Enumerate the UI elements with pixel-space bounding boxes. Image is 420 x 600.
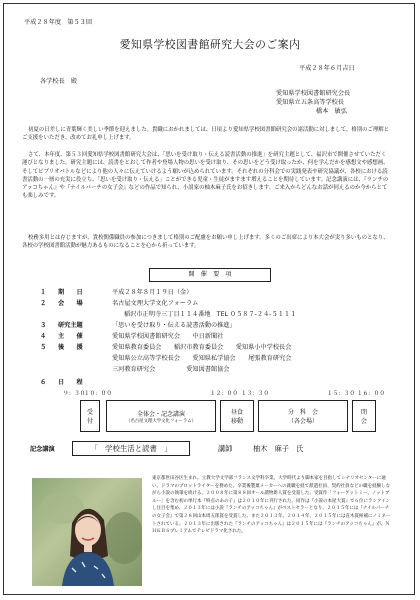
- block-line: 閉: [360, 409, 367, 416]
- item-number: ５: [40, 344, 47, 351]
- portrait-illustration: [32, 478, 142, 586]
- item-label: 会 場: [58, 300, 83, 307]
- block-line: （各会場）: [287, 418, 318, 425]
- block-line: 昼食: [230, 409, 243, 416]
- item-value: 三河教育研究会 愛知図書館協会: [112, 366, 230, 373]
- schedule-time: １５：３０: [327, 391, 355, 397]
- item-value: 愛知県学校図書館研究会 中日新聞社: [112, 333, 224, 340]
- item-value: 愛知県教育委員会 稲沢市教育委員会 愛知県小中学校長会: [112, 344, 292, 351]
- lecture-title-box: [72, 441, 190, 456]
- block-line: 全体会・記念講演: [136, 410, 185, 418]
- item-label: 主 催: [58, 333, 83, 340]
- schedule-time: １３：３０: [241, 391, 269, 397]
- lecture-label: 記念講演: [30, 446, 55, 453]
- item-label: 期 日: [58, 289, 83, 296]
- block-line: 会: [360, 418, 367, 425]
- document-title: 愛知県学校図書館研究大会のご案内: [119, 38, 301, 51]
- block-line: 分 科 会: [287, 409, 318, 416]
- item-value: 稲沢市正明寺三丁目１１４番地 TEL ０５８７-２４-５１１１: [124, 311, 297, 318]
- item-number: ６: [40, 379, 47, 386]
- schedule-time: １２：００: [210, 391, 238, 397]
- item-value: 名古屋文理大学文化フォーラム: [112, 300, 199, 307]
- year-line: 平成２８年度 第５３回: [24, 19, 93, 26]
- schedule-time: １０：００: [84, 391, 112, 397]
- lecture-title: 「 学校生活と読書 」: [90, 444, 172, 453]
- lecturer-bio: 東京都世田谷区生まれ。立教大学文学部フランス文学科卒業。大学時代より脚本家を目指してシナリオセンターに通い、ドラマのプロットライターを務めた。卒業後製菓メーカーへの就職を経て派遣社員、契約社員などの職を経験しながら小説の執筆を続ける。２００８年に第８８回オール讀物新人賞を受賞した。受賞作「フォーゲットミー、ノットブルー」を含む初の単行本『終点のあの子』は２０１０年に刊行された。同作は『小説の本屋大賞』で６位にランクインし注目を集め、２０１３年には小説『ランチのアッコちゃん』がベストセラーとなり、２０１５年には『ナイルパーチの女子会』で第２８回山本周五郎賞を受賞した。また２０１３年、２０１４年、２０１５年には直木賞候補にノミネートされている。２０１３年に出版された『ランチのアッコちゃん』は２０１５年には『ランチのアッコちゃん』が、ＮＨＫＢＳプレミアムでテレビドラマ化された。: [152, 476, 391, 535]
- lecturer-name: 柚木 麻子 氏: [253, 444, 304, 453]
- block-line: 付: [86, 418, 93, 425]
- item-label: 後 援: [58, 344, 83, 351]
- section-title-box: [149, 268, 271, 282]
- issue-date: 平成２８年６月吉日: [299, 65, 355, 72]
- item-number: ３: [40, 322, 47, 329]
- item-value: 平成２８年８月１９日（金）: [112, 289, 193, 296]
- block-note: （名古屋文理大学文化フォーラム）: [126, 418, 196, 424]
- sender-school: 愛知県立五条高等学校長: [276, 99, 345, 106]
- lecturer-role: 講師: [218, 444, 233, 453]
- addressee: 各学校長 殿: [40, 78, 78, 85]
- body-paragraph-3: 校務多用とは存じますが、貴校関係職員の参加につきまして格別のご配慮をお願い申し上げます。多くのご出席により本大会が実り多いものとなり、各校の学校図書館活動が魅力あるものになることを心から祈っています。: [22, 235, 389, 250]
- item-value: 「思いを受け取り・伝える読書活動の推進」: [112, 322, 236, 329]
- lecturer-photo: [32, 478, 142, 586]
- item-number: ４: [40, 333, 47, 340]
- item-label: 研究主題: [58, 322, 83, 329]
- item-label: 日 程: [58, 379, 83, 386]
- schedule-time: １６：００: [357, 391, 385, 397]
- body-paragraph-1: 初夏の日差しに青葉輝く美しい季節を迎えました。貴職におかれましては、日頃より愛知県学校図書館研究会の諸活動に対しまして、格別のご理解とご支援をいただき、改めてお礼申し上げます。: [22, 127, 390, 142]
- body-paragraph-2: さて、本年度、第５３回愛知県学校図書館研究大会は、「思いを受け取り・伝える読書活動の推進」を研究主題として、福沢市で開催させていただく運びとなりました。研究主題には、読書をとおして作者や登場人物の思いを受け取り、その思いをどう受け取ったか、何を学んだかを感想文や感想画、そしてビブリオバトルなどにより他の人々に伝えていけるよう願いが込められています。それぞれの分科会での実践発表や研究協議が、各校における読書活動の一層の充実に役立ち、「思いを受け取り・伝える」ことができる児童・生徒がますます増えることを期待しています。記念講演には、『ランチのアッコちゃん』や『ナイルパーチの女子会』などの作品で知られ、小説家の柚木麻子氏をお招きします。ご来入からどんなお話が伺えるのか今からとても楽しみです。: [22, 152, 389, 200]
- schedule-block-plenary: [106, 400, 216, 432]
- schedule-time: ９：３０: [63, 391, 86, 397]
- item-number: ２: [40, 300, 47, 307]
- schedule-block-reception: [80, 400, 100, 432]
- schedule-block-sessions: [258, 400, 348, 432]
- sender-org: 愛知県学校図書館研究会長: [276, 90, 351, 97]
- section-title: 開 催 要 項: [188, 271, 232, 278]
- item-number: １: [40, 289, 47, 296]
- schedule-block-lunch: [220, 400, 254, 432]
- block-line: 受: [86, 409, 93, 416]
- block-line: 移動: [230, 418, 243, 425]
- item-value: 愛知県公立高等学校長会 愛知県私学協会 尾張教育研究会: [112, 355, 292, 362]
- sender-name: 橋本 敏弘: [316, 108, 347, 115]
- schedule-block-closing: [352, 400, 376, 432]
